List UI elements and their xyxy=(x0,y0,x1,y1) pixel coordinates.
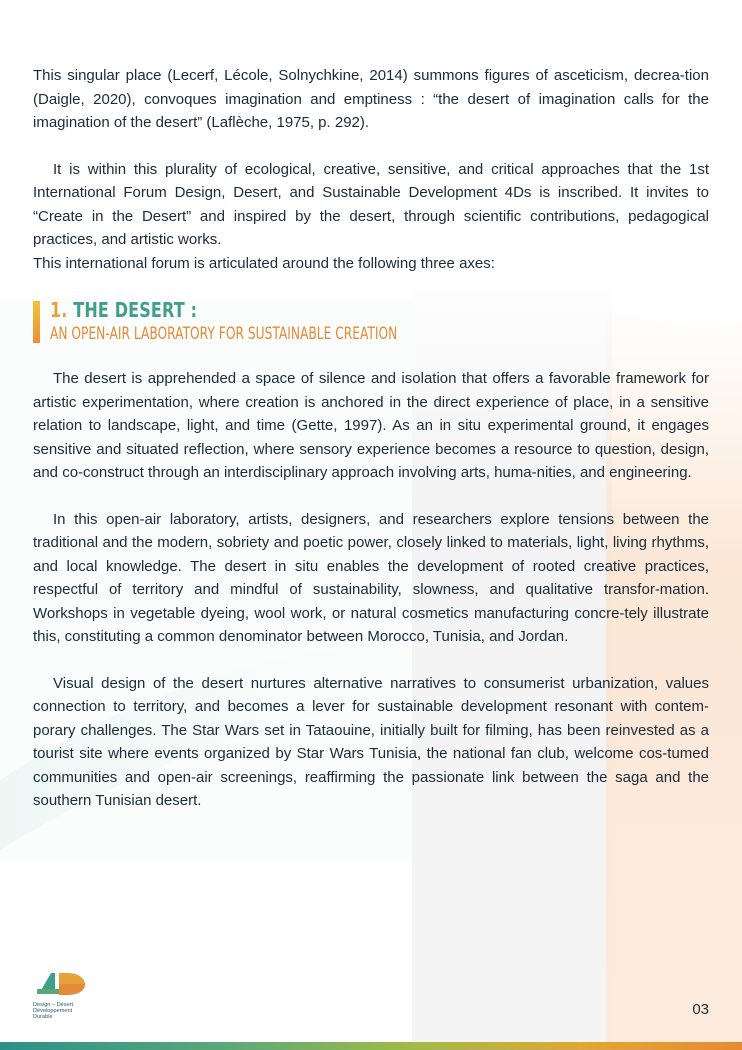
body-paragraph: Visual design of the desert nurtures alternative narratives to consumerist urbanization, values connection to territory, and becomes a lever for sustainable development resonant with contem-porary challenges. The Star Wars set in Tataouine, initially built for filming, has been reinvested as a tourist site where events organized by Star Wars Tunisia, the national fan club, welcome cos-tumed communities and open-air screenings, reaffirming the passionate link between the saga and the southern Tunisian desert. xyxy=(33,674,709,809)
heading-accent-bar xyxy=(33,301,40,343)
page-number: 03 xyxy=(692,1001,709,1018)
section-number: 1. xyxy=(50,298,68,322)
body-paragraph: In this open-air laboratory, artists, designers, and researchers explore tensions between the traditional and the modern, sobriety and poetic power, closely linked to materials, light, living rhythms, and local knowledge. The desert in situ enables the development of rooted creative practices, respectful of territory and mindful of sustainability, slowness, and qualitative transfor-mation. Workshops in vegetable dyeing, wool work, or natural cosmetics manufacturing concre-tely illustrate this, constituting a common denominator between Morocco, Tunisia, and Jordan. xyxy=(33,510,709,645)
section-title xyxy=(50,297,577,323)
section-title-text: THE DESERT : xyxy=(73,298,198,322)
intro-paragraph: This international forum is articulated around the following three axes: xyxy=(33,254,495,272)
forum-logo xyxy=(33,970,93,1020)
intro-paragraph: It is within this plurality of ecological, creative, sensitive, and critical approaches that the 1st International Forum Design, Desert, and Sustainable Development 4Ds is inscribed. It invites to “Create in the Desert” and inspired by the desert, through scientific contributions, pedagogical practices, and artistic works. xyxy=(33,160,709,248)
section-heading xyxy=(33,297,709,345)
page-content xyxy=(33,64,709,813)
section-subtitle: AN OPEN-AIR LABORATORY FOR SUSTAINABLE CREATION xyxy=(50,324,398,344)
intro-paragraph: This singular place (Lecerf, Lécole, Solnychkine, 2014) summons figures of asceticism, decrea-tion (Daigle, 2020), convoques imagination and emptiness : “the desert of imagination calls for the imagination of the desert” (Laflèche, 1975, p. 292). xyxy=(33,67,709,131)
paragraph-gap xyxy=(33,485,709,508)
paragraph-gap xyxy=(33,135,709,158)
logo-line-3: Durable xyxy=(33,1014,53,1020)
footer-gradient-bar xyxy=(0,1042,742,1050)
paragraph-gap xyxy=(33,649,709,672)
logo-line-2: Développement xyxy=(33,1008,73,1014)
logo-tagline xyxy=(33,1002,73,1020)
body-paragraph: The desert is apprehended a space of silence and isolation that offers a favorable framework for artistic experimentation, where creation is anchored in the direct experience of place, in a sensitive relation to landscape, light, and time (Gette, 1997). As an in situ experimental ground, it engages sensitive and situated reflection, where sensory experience becomes a resource to question, design, and co-construct through an interdisciplinary approach involving arts, huma-nities, and engineering. xyxy=(33,370,709,481)
logo-line-1: Design – Désert xyxy=(33,1002,74,1008)
logo-mark xyxy=(35,970,87,1000)
